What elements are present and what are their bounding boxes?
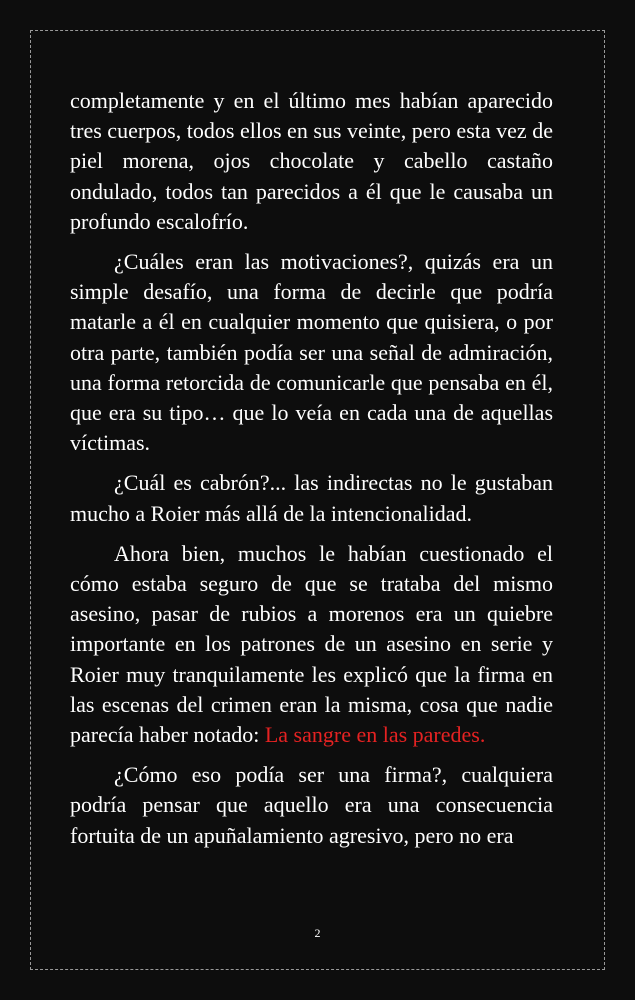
document-body [70, 86, 553, 861]
paragraph-4-text: Ahora bien, muchos le habían cuestionado el cómo estaba seguro de que se trataba del mismo asesino, pasar de rubios a morenos era un quiebre importante en los patrones de un asesino en serie y Roier muy tranquilamente les explicó que la firma en las escenas del crimen eran la misma, cosa que nadie parecía haber notado: [70, 540, 553, 748]
highlighted-phrase: La sangre en las paredes. [264, 722, 486, 748]
paragraph-4 [70, 539, 553, 750]
paragraph-1: completamente y en el último mes habían aparecido tres cuerpos, todos ellos en sus veinte, pero esta vez de piel morena, ojos chocolate y cabello castaño ondulado, todos tan parecidos a él que le causaba un profundo escalofrío. [70, 88, 553, 234]
paragraph-5: ¿Cómo eso podía ser una firma?, cualquiera podría pensar que aquello era una consecuencia fortuita de un apuñalamiento agresivo, pero no era [70, 762, 553, 848]
paragraph-2: ¿Cuáles eran las motivaciones?, quizás era un simple desafío, una forma de decirle que podría matarle a él en cualquier momento que quisiera, o por otra parte, también podía ser una señal de admiración, una forma retorcida de comunicarle que pensaba en él, que era su tipo… que lo veía en cada una de aquellas víctimas. [70, 249, 553, 456]
paragraph-3: ¿Cuál es cabrón?... las indirectas no le gustaban mucho a Roier más allá de la intencionalidad. [70, 470, 553, 526]
page-number: 2 [314, 926, 321, 940]
